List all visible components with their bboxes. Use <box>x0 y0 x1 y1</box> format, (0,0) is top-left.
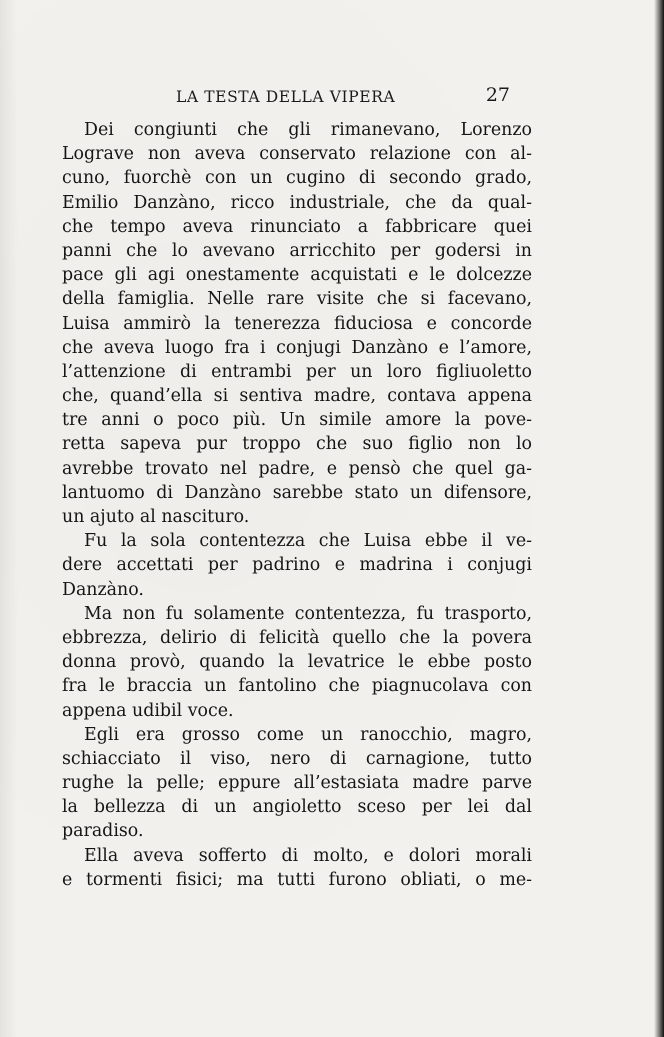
text-line: ebbrezza, delirio di felicità quello che la povera <box>62 627 532 648</box>
text-line: avrebbe trovato nel padre, e pensò che quel ga- <box>62 458 532 479</box>
text-line: panni che lo avevano arricchito per godersi in <box>62 240 532 261</box>
body-text <box>62 118 532 892</box>
text-line: Luisa ammirò la tenerezza fiduciosa e concorde <box>62 313 532 334</box>
text-line: che tempo aveva rinunciato a fabbricare quei <box>62 216 532 237</box>
text-line: Ella aveva sofferto di molto, e dolori morali <box>84 845 532 866</box>
text-line: Ma non fu solamente contentezza, fu trasporto, <box>84 603 532 624</box>
text-line: un ajuto al nascituro. <box>62 507 250 527</box>
text-line: cuno, fuorchè con un cugino di secondo grado, <box>62 168 532 189</box>
text-line: Fu la sola contentezza che Luisa ebbe il ve- <box>84 531 532 552</box>
text-line: donna provò, quando la levatrice le ebbe posto <box>62 652 532 673</box>
text-line: che aveva luogo fra i conjugi Danzàno e l’amore, <box>62 337 532 358</box>
text-line: pace gli agi onestamente acquistati e le dolcezze <box>62 265 532 286</box>
text-line: Egli era grosso come un ranocchio, magro, <box>84 724 532 745</box>
text-line: tre anni o poco più. Un simile amore la pove- <box>62 410 532 431</box>
text-line: e tormenti fisici; ma tutti furono obliati, o me- <box>62 869 532 890</box>
text-line: Dei congiunti che gli rimanevano, Lorenzo <box>84 120 532 140</box>
text-line: rughe la pelle; eppure all’estasiata madre parve <box>62 773 532 794</box>
running-title: LA TESTA DELLA VIPERA <box>176 88 396 106</box>
text-line: dere accettati per padrino e madrina i conjugi <box>62 555 532 576</box>
page-edge-shadow <box>654 0 664 1037</box>
text-line: lantuomo di Danzàno sarebbe stato un difensore, <box>62 482 532 503</box>
text-line: l’attenzione di entrambi per un loro figliuoletto <box>62 361 532 382</box>
text-line: Emilio Danzàno, ricco industriale, che da qual- <box>62 192 532 213</box>
text-line: retta sapeva pur troppo che suo figlio non lo <box>62 434 532 455</box>
text-line: fra le braccia un fantolino che piagnucolava con <box>62 676 532 697</box>
text-line: Danzàno. <box>62 579 144 600</box>
text-line: schiacciato il viso, nero di carnagione, tutto <box>62 748 532 769</box>
text-line: appena udibil voce. <box>62 700 234 721</box>
text-line: che, quand’ella si sentiva madre, contava appena <box>62 386 532 407</box>
text-line: paradiso. <box>62 821 144 842</box>
page-header <box>62 84 510 112</box>
text-line: la bellezza di un angioletto sceso per lei dal <box>62 797 532 818</box>
text-line: della famiglia. Nelle rare visite che si facevano, <box>62 289 532 310</box>
text-line: Lograve non aveva conservato relazione con al- <box>62 144 532 165</box>
page-number: 27 <box>485 84 510 106</box>
